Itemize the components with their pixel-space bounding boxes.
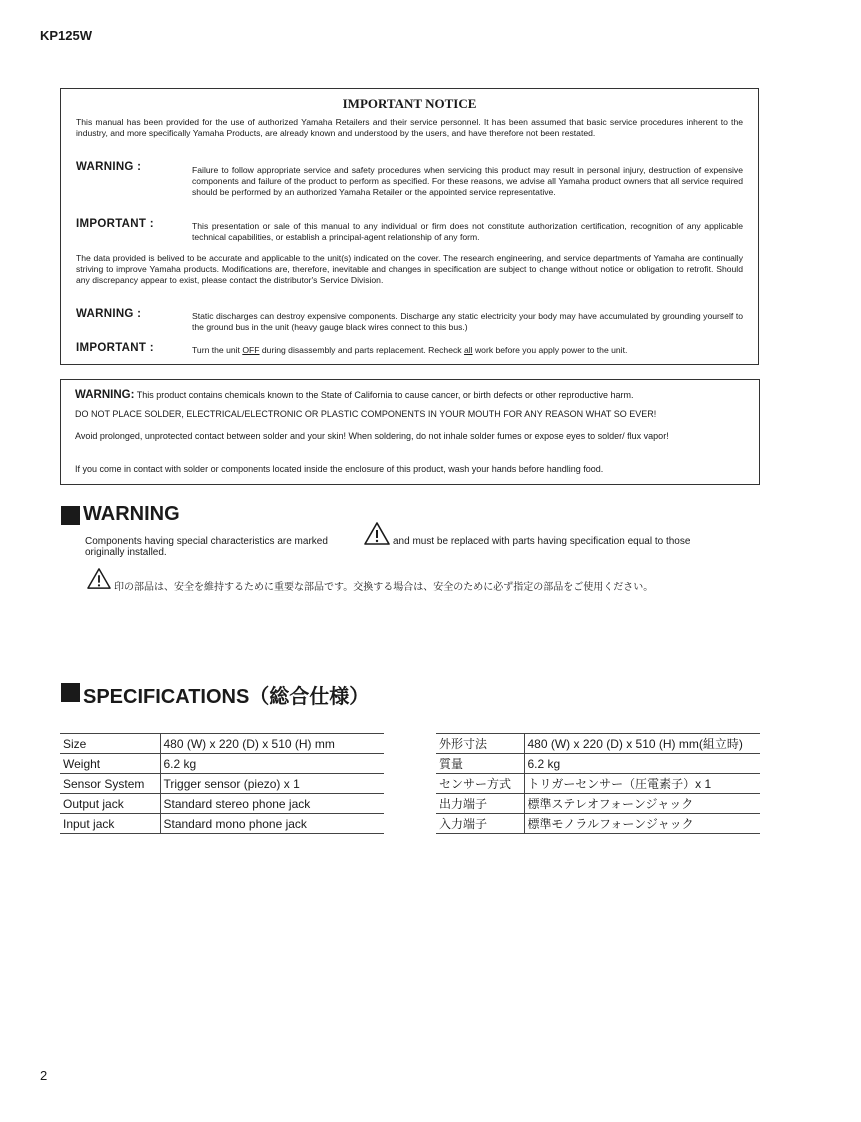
spec-value: 480 (W) x 220 (D) x 510 (H) mm [160, 734, 384, 754]
warning-triangle-icon [86, 567, 112, 590]
spec-label: Size [60, 734, 160, 754]
warning1-label: WARNING : [76, 161, 142, 173]
spec-value: Standard mono phone jack [160, 814, 384, 834]
notice-title: IMPORTANT NOTICE [342, 96, 477, 111]
warning-japanese-text: 印の部品は、安全を維持するために重要な部品です。交換する場合は、安全のために必ず指定の部品をご使用ください。 [114, 582, 654, 593]
warning-text-line-1b: and must be replaced with parts having specification equal to those [393, 536, 691, 547]
spec-value: Trigger sensor (piezo) x 1 [160, 774, 384, 794]
spec-table-english [60, 733, 384, 834]
spec-value: 標準ステレオフォーンジャック [524, 794, 760, 814]
warning-triangle-icon [363, 521, 391, 546]
table-row [436, 774, 760, 794]
spec-value: 6.2 kg [160, 754, 384, 774]
spec-value: 480 (W) x 220 (D) x 510 (H) mm(組立時) [524, 734, 760, 754]
spec-label: 外形寸法 [436, 734, 524, 754]
page-number: 2 [40, 1068, 48, 1083]
specifications-heading: SPECIFICATIONS（総合仕様） [83, 686, 370, 708]
california-line-4: If you come in contact with solder or components located inside the enclosure of this product, wash your hands before handling food. [75, 464, 604, 474]
important-notice-box [60, 88, 759, 365]
spec-table-japanese [436, 733, 760, 834]
table-row [436, 734, 760, 754]
table-row [60, 754, 384, 774]
table-row [60, 814, 384, 834]
spec-value: 標準モノラルフォーンジャック [524, 814, 760, 834]
important1-label: IMPORTANT : [76, 218, 154, 230]
california-line-1: WARNING: This product contains chemicals known to the State of California to cause cancer, or birth defects or other reproductive harm. [75, 389, 634, 401]
table-row [60, 794, 384, 814]
table-row [436, 794, 760, 814]
table-row [60, 734, 384, 754]
warning-text-line-1: Components having special characteristics are marked [85, 536, 328, 547]
spec-label: Input jack [60, 814, 160, 834]
notice-intro: This manual has been provided for the use of authorized Yamaha Retailers and their service personnel. It has been assumed that basic service procedures inherent to the industry, and more specifically Yamaha Products, are already known and understood by the users, and have therefore not been restated. [76, 117, 743, 138]
important2-text: Turn the unit OFF during disassembly and parts replacement. Recheck all work before you apply power to the unit. [192, 345, 628, 355]
spec-label: センサー方式 [436, 774, 524, 794]
important2-label: IMPORTANT : [76, 342, 154, 354]
warning2-label: WARNING : [76, 308, 142, 320]
spec-label: Weight [60, 754, 160, 774]
california-warning-box [60, 379, 760, 485]
spec-value: トリガーセンサー（圧電素子）x 1 [524, 774, 760, 794]
california-line-2: DO NOT PLACE SOLDER, ELECTRICAL/ELECTRONIC OR PLASTIC COMPONENTS IN YOUR MOUTH FOR ANY REASON WHAT SO EVER! [75, 409, 657, 419]
spec-label: 出力端子 [436, 794, 524, 814]
section-marker-square [61, 683, 80, 702]
spec-label: 入力端子 [436, 814, 524, 834]
spec-label: Output jack [60, 794, 160, 814]
spec-label: Sensor System [60, 774, 160, 794]
california-line-3: Avoid prolonged, unprotected contact between solder and your skin! When soldering, do not inhale solder fumes or expose eyes to solder/ flux vapor! [75, 431, 669, 441]
spec-label: 質量 [436, 754, 524, 774]
table-row [436, 814, 760, 834]
table-row [436, 754, 760, 774]
table-row [60, 774, 384, 794]
model-number: KP125W [40, 28, 93, 43]
spec-value: 6.2 kg [524, 754, 760, 774]
warning-text-line-2: originally installed. [85, 547, 167, 558]
important1-text: This presentation or sale of this manual to any individual or firm does not constitute authorization certification, recognition of any applicable technical capabilities, or establish a principal-agent relationship of any form. [192, 221, 743, 242]
notice-data-text: The data provided is belived to be accurate and applicable to the unit(s) indicated on the cover. The research engineering, and service departments of Yamaha are continually striving to improve Yamaha products. Modifications are, therefore, inevitable and changes in specification are subject to change without notice or obligation to retrofit. Should any discrepancy appear to exist, please contact the distributor's Service Division. [76, 253, 743, 285]
warning2-text: Static discharges can destroy expensive components. Discharge any static electricity your body may have accumulated by grounding yourself to the ground bus in the unit (heavy gauge black wires connect to this bus.) [192, 311, 743, 332]
section-marker-square [61, 506, 80, 525]
warning1-text: Failure to follow appropriate service and safety procedures when servicing this product may result in personal injury, destruction of expensive components and failure of the product to perform as specified. For these reasons, we advise all Yamaha product owners that all service required should be performed by an authorized Yamaha Retailer or the appointed service representative. [192, 165, 743, 197]
warning-heading: WARNING [83, 503, 180, 525]
spec-value: Standard stereo phone jack [160, 794, 384, 814]
